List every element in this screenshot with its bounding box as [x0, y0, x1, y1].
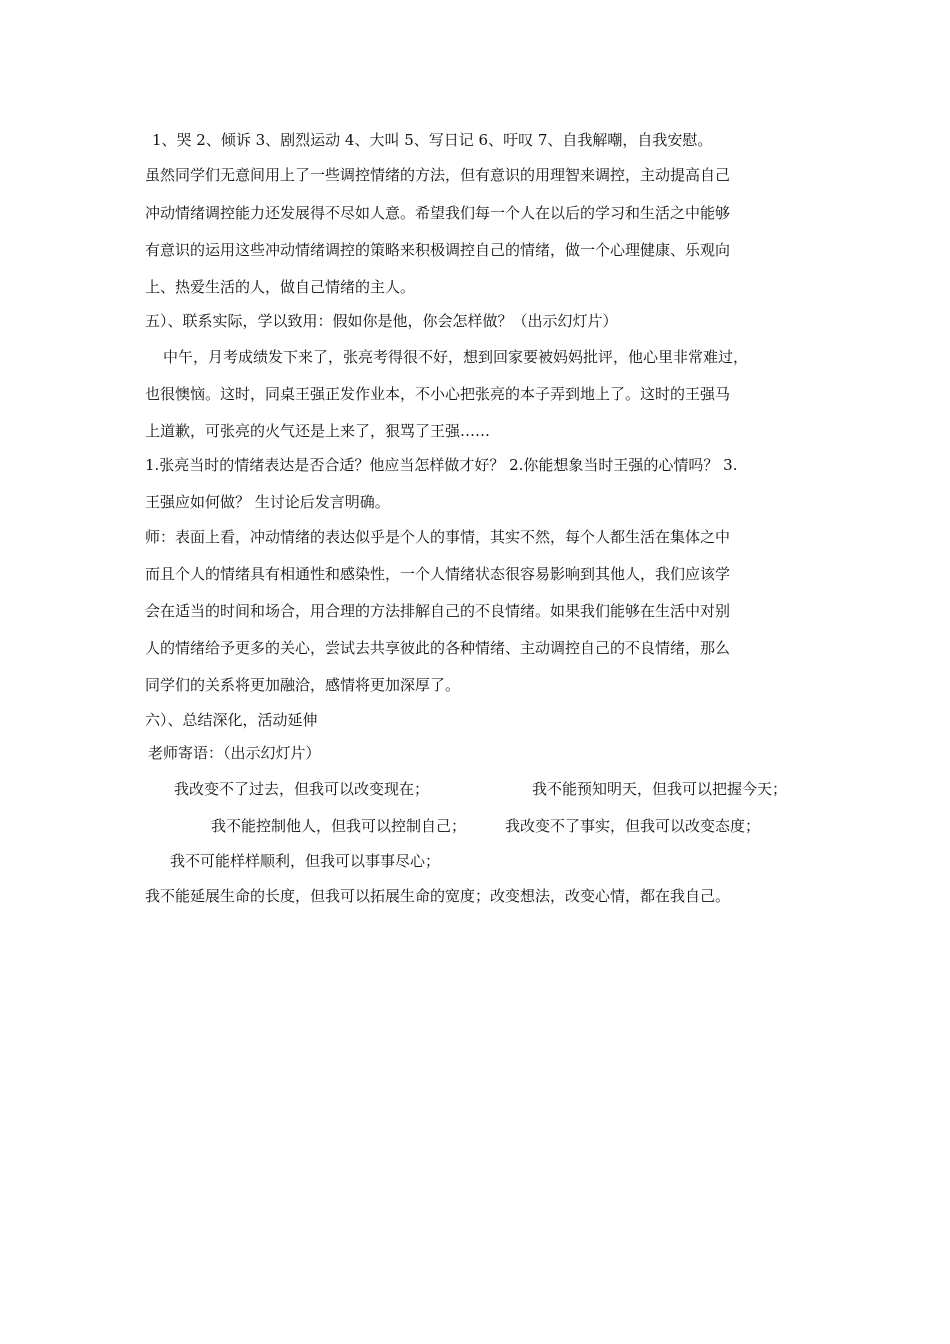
paragraph-line: 上、热爱生活的人，做自己情绪的主人。	[145, 278, 416, 296]
teacher-paragraph-line: 人的情绪给予更多的关心，尝试去共享彼此的各种情绪、主动调控自己的不良情绪，那么	[145, 639, 731, 657]
teacher-message-label: 老师寄语：（出示幻灯片）	[148, 744, 321, 762]
scenario-line: 中午，月考成绩发下来了，张亮考得很不好，想到回家要被妈妈批评，他心里非常难过，	[163, 348, 749, 366]
teacher-paragraph-line: 同学们的关系将更加融洽，感情将更加深厚了。	[145, 676, 461, 694]
teacher-paragraph-line: 师：表面上看，冲动情绪的表达似乎是个人的事情，其实不然，每个人都生活在集体之中	[145, 528, 731, 546]
method-list-line: 1、哭 2、倾诉 3、剧烈运动 4、大叫 5、写日记 6、吁叹 7、自我解嘲，自我安慰。	[152, 131, 713, 149]
paragraph-line: 冲动情绪调控能力还发展得不尽如人意。希望我们每一个人在以后的学习和生活之中能够	[145, 204, 731, 222]
message-line: 我改变不了事实，但我可以改变态度；	[505, 817, 761, 835]
message-line: 我不能延展生命的长度，但我可以拓展生命的宽度；改变想法，改变心情，都在我自己。	[145, 887, 731, 905]
question-line: 1.张亮当时的情绪表达是否合适？他应当怎样做才好？ 2.你能想象当时王强的心情吗？ 3.	[145, 456, 738, 474]
message-line: 我不能控制他人，但我可以控制自己；	[211, 817, 467, 835]
section-heading-6: 六）、总结深化，活动延伸	[145, 711, 318, 729]
teacher-paragraph-line: 会在适当的时间和场合，用合理的方法排解自己的不良情绪。如果我们能够在生活中对别	[145, 602, 731, 620]
message-line: 我改变不了过去，但我可以改变现在；	[174, 780, 430, 798]
scenario-line: 也很懊恼。这时，同桌王强正发作业本，不小心把张亮的本子弄到地上了。这时的王强马	[145, 385, 731, 403]
message-line: 我不可能样样顺利，但我可以事事尽心；	[170, 852, 441, 870]
message-line: 我不能预知明天，但我可以把握今天；	[532, 780, 788, 798]
section-heading-5: 五）、联系实际，学以致用：假如你是他，你会怎样做？（出示幻灯片）	[145, 312, 618, 330]
paragraph-line: 有意识的运用这些冲动情绪调控的策略来积极调控自己的情绪，做一个心理健康、乐观向	[145, 241, 731, 259]
scenario-line: 上道歉，可张亮的火气还是上来了，狠骂了王强……	[145, 422, 491, 440]
teacher-paragraph-line: 而且个人的情绪具有相通性和感染性，一个人情绪状态很容易影响到其他人，我们应该学	[145, 565, 731, 583]
paragraph-line: 虽然同学们无意间用上了一些调控情绪的方法，但有意识的用理智来调控，主动提高自己	[145, 166, 731, 184]
question-line: 王强应如何做？ 生讨论后发言明确。	[145, 493, 390, 511]
